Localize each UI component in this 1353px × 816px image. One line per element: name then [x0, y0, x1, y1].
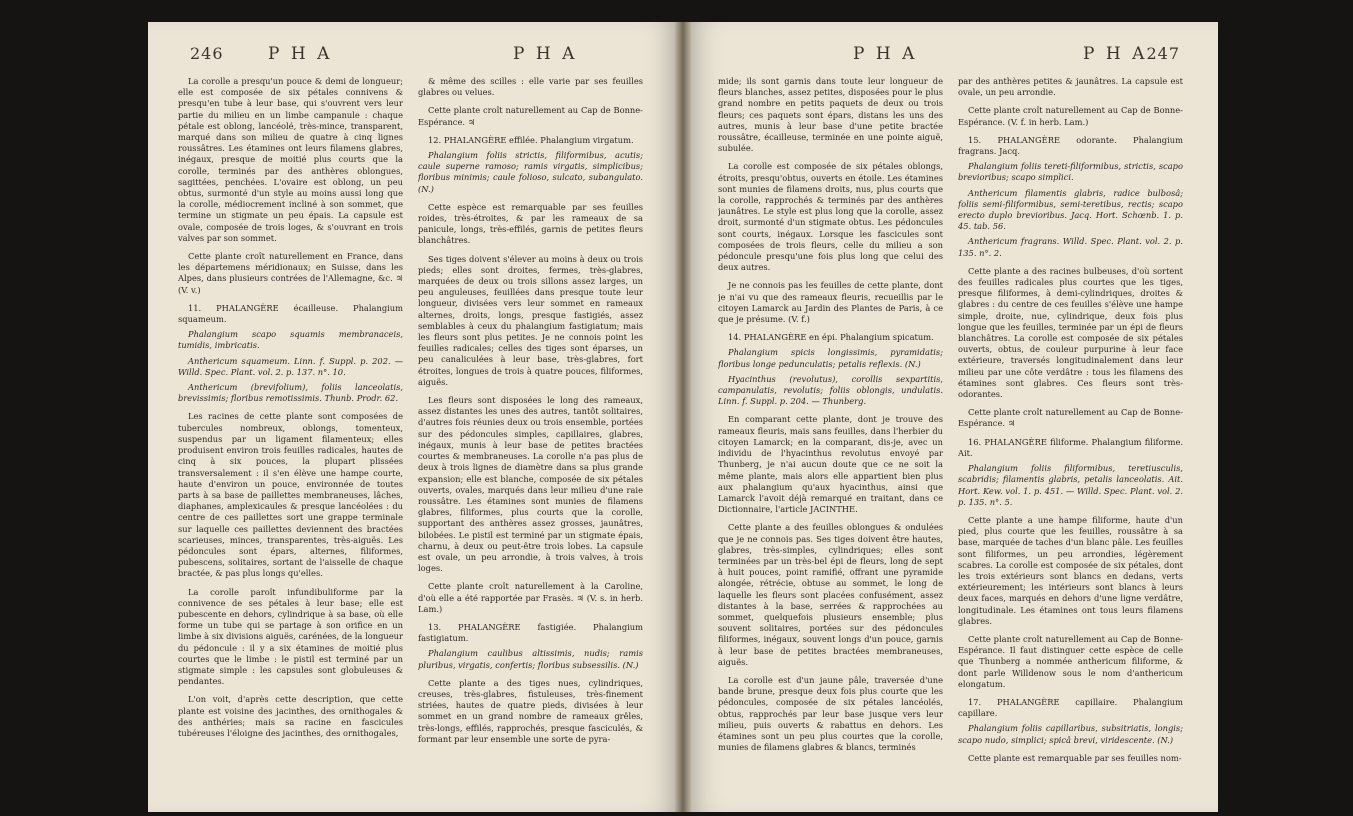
synonym-reference: Hyacinthus (revolutus), corollis sexpartitis, campanulatis, revolutis; foliis oblongis, undulatis. Linn. f. Suppl. p. 204. — Thunberg.: [718, 373, 943, 407]
right-page: [683, 22, 1218, 812]
latin-diagnosis: Phalangium foliis strictis, filiformibus, acutis; caule superne ramoso; ramis virgatis, simplicibus; floribus minimis; caule folioso, sulcato, subangulato. (N.): [418, 150, 643, 194]
latin-diagnosis: Phalangium caulibus altissimis, nudis; ramis pluribus, virgatis, confertis; floribus subsessilis. (N.): [418, 648, 643, 670]
paragraph: Cette plante croît naturellement au Cap de Bonne-Espérance. ♃: [958, 407, 1183, 429]
latin-diagnosis: Phalangium foliis tereti-filiformibus, strictis, scapo brevioribus; scapo simplici.: [958, 161, 1183, 183]
right-head-col1: P H A: [853, 44, 918, 64]
left-column-1: [178, 76, 403, 806]
paragraph: Cette plante croît naturellement au Cap de Bonne-Espérance. ♃: [418, 105, 643, 127]
paragraph: La corolle paroît infundibuliforme par la connivence de ses pétales à leur base; elle est pubescente en dehors, cylindrique à sa base, où elle forme un tube qui se partage à son orifice en un limbe à six divisions aiguës, carénées, de la longueur du pédoncule : il y a six étamines de moitié plus courtes que le limbe : le pistil est terminé par un stigmate simple : les capsules sont globuleuses & pendantes.: [178, 586, 403, 687]
left-running-head: [178, 44, 653, 70]
species-heading: 17. PHALANGÈRE capillaire. Phalangium capillare.: [958, 696, 1183, 719]
species-heading: 15. PHALANGÈRE odorante. Phalangium fragrans. Jacq.: [958, 134, 1183, 157]
paragraph: Je ne connois pas les feuilles de cette plante, dont je n'ai vu que des rameaux fleuris, recueillis par le citoyen Lamarck au Jardin des Plantes de Paris, à ce que je présume. (V. f.): [718, 280, 943, 325]
right-page-number: 247: [1146, 44, 1180, 63]
paragraph: Cette plante croît naturellement au Cap de Bonne-Espérance. Il faut distinguer cette espèce de celle que Thunberg a nommée anthericum filiforme, & dont parle Willdenow sous le nom d'anthericum elongatum.: [958, 633, 1183, 689]
left-head-col2: P H A: [513, 44, 578, 64]
synonym-reference: Anthericum squameum. Linn. f. Suppl. p. 202. — Willd. Spec. Plant. vol. 2. p. 137. n°. 10.: [178, 355, 403, 377]
species-heading: 16. PHALANGÈRE filiforme. Phalangium filiforme. Ait.: [958, 436, 1183, 458]
synonym-reference: Anthericum filamentis glabris, radice bulbosâ; foliis semi-filiformibus, semi-teretibus, rectis; scapo erecto duplo brevioribus. Jacq. Hort. Schœnb. 1. p. 45. tab. 56.: [958, 187, 1183, 232]
book-gutter: [675, 22, 691, 812]
right-column-1: [718, 76, 943, 806]
paragraph: La corolle est d'un jaune pâle, traversée d'une bande brune, presque deux fois plus courte que les pédoncules, composée de six pétales lancéolés, obtus, rapprochés par leur base jusque vers leur milieu, puis ouverts & rabattus en dehors. Les étamines sont un peu plus courtes que la corolle, munies de filamens glabres & blancs, terminés: [718, 674, 943, 753]
paragraph: Cette plante a des tiges nues, cylindriques, creuses, très-glabres, fistuleuses, très-finement striées, hautes de quatre pieds, divisées à leur sommet en un grand nombre de rameaux grêles, très-longs, effilés, rapprochés, presque fasciculés, & formant par leur ensemble une sorte de pyra-: [418, 677, 643, 744]
latin-diagnosis: Phalangium scapo squamis membranaceis, tumidis, imbricatis.: [178, 329, 403, 351]
paragraph: Les racines de cette plante sont composées de tubercules nombreux, oblongs, tomenteux, suspendus par un ligament filamenteux; elles produisent environ trois feuilles radicales, hautes de cinq à six pouces, la plupart plissées transversalement : il s'en élève une hampe courte, haute d'environ un pouce, environnée de toutes parts à sa base de paillettes membraneuses, lâches, diaphanes, amplexicaules & presque lancéolées : du centre de ces paillettes sort une grappe terminale sur laquelle ces paillettes deviennent des bractées scarieuses, minces, transparentes, très-aiguës. Les pédoncules sont épars, alternes, filiformes, pubescens, solitaires, sortant de l'aisselle de chaque bractée, & pas plus longs qu'elles.: [178, 411, 403, 579]
paragraph: Cette plante est remarquable par ses feuilles nom-: [968, 752, 1182, 763]
paragraph: Cette plante croît naturellement à la Caroline, d'où elle a été rapportée par Frasès. ♃ (V. s. in herb. Lam.): [418, 581, 643, 614]
paragraph: mide; ils sont garnis dans toute leur longueur de fleurs blanches, assez petites, disposées pour le plus grand nombre en petits paquets de deux ou trois fleurs; ces paquets sont épars, distans les uns des autres, munis à leur base d'une petite bractée roussâtre, écailleuse, terminée en une pointe aiguë, subulée.: [718, 76, 943, 154]
paragraph: Cette plante a des feuilles oblongues & ondulées que je ne connois pas. Ses tiges doivent être hautes, glabres, très-simples, cylindriques; elles sont terminées par un très-bel épi de fleurs, long de sept à huit pouces, point ramifié, offrant une pyramide alongée, rétrécie, obtuse au sommet, le long de laquelle les fleurs sont placées confusément, assez distantes à la base, serrées & rapprochées au sommet, quelquefois plusieurs ensemble; plus souvent solitaires, portées sur des pédoncules filiformes, inégaux, souvent longs d'un pouce, garnis à leur base de petites bractées membraneuses, aiguës.: [718, 522, 943, 667]
species-heading: 14. PHALANGÈRE en épi. Phalangium spicatum.: [728, 332, 934, 343]
latin-diagnosis: Phalangium foliis filiformibus, teretiusculis, scabridis; filamentis glabris, petalis lanceolatis. Ait. Hort. Kew. vol. 1. p. 451. — Willd. Spec. Plant. vol. 2. p. 135. n°. 5.: [958, 463, 1183, 507]
latin-diagnosis: Phalangium spicis longissimis, pyramidatis; floribus longe pedunculatis; petalis reflexis. (N.): [718, 347, 943, 369]
species-heading: 13. PHALANGÈRE fastigiée. Phalangium fastigiatum.: [418, 621, 643, 644]
paragraph: Cette plante a une hampe filiforme, haute d'un pied, plus courte que les feuilles, roussâtre à sa base, marquée de taches d'un blanc pâle. Les feuilles sont filiformes, un peu arrondies, légèrement scabres. La corolle est composée de six pétales, dont les trois extérieurs sont blancs en dedans, verts extérieurement; les intérieurs sont blancs à leurs deux faces, marqués en dehors d'une ligne verdâtre, longitudinale. Les étamines ont tous leurs filamens glabres.: [958, 514, 1183, 626]
open-book: [148, 22, 1218, 812]
right-head-col2: P H A: [1083, 44, 1148, 64]
left-page-number: 246: [190, 44, 224, 63]
paragraph: L'on voit, d'après cette description, que cette plante est voisine des jacinthes, des ornithogales & des anthéries; mais sa racine en fascicules tubéreuses l'éloigne des jacinthes, des ornithogales,: [178, 694, 403, 738]
paragraph: par des anthères petites & jaunâtres. La capsule est ovale, un peu arrondie.: [958, 76, 1183, 98]
paragraph: Cette plante croît naturellement au Cap de Bonne-Espérance. (V. f. in herb. Lam.): [958, 105, 1183, 127]
left-head-col1: P H A: [268, 44, 333, 64]
species-heading: 11. PHALANGÈRE écailleuse. Phalangium squameum.: [178, 302, 403, 325]
right-running-head: [713, 44, 1188, 70]
left-column-2: [418, 76, 643, 806]
species-heading: 12. PHALANGÈRE effilée. Phalangium virgatum.: [428, 134, 634, 145]
paragraph: Cette plante croît naturellement en France, dans les départemens méridionaux; en Suisse, dans les Alpes, dans plusieurs contrées de l'Allemagne, &c. ♃ (V. v.): [178, 251, 403, 295]
paragraph: La corolle a presqu'un pouce & demi de longueur; elle est composée de six pétales connivens & presqu'en tube à leur base, qui s'ouvrent vers leur partie du milieu en un limbe campanule : chaque pétale est oblong, lancéolé, très-mince, transparent, marqué dans son milieu de quatre à cinq lignes roussâtres. Les étamines ont leurs filamens glabres, inégaux, presque de moitié plus courts que la corolle, terminés par des anthères oblongues, sagittées, penchées. L'ovaire est oblong, un peu obtus, surmonté d'un style au moins aussi long que la corolle, médiocrement incliné à son sommet, que termine un stigmate un peu épais. La capsule est ovale, composée de trois loges, & s'ouvrant en trois valves par son sommet.: [178, 76, 403, 243]
paragraph: & même des scilles : elle varie par ses feuilles glabres ou velues.: [418, 76, 643, 98]
paragraph: Ses tiges doivent s'élever au moins à deux ou trois pieds; elles sont droites, fermes, très-glabres, marquées de deux ou trois sillons assez larges, un peu anguleuses, feuillées dans presque toute leur longueur, divisées vers leur sommet en rameaux alternes, droits, longs, presque fastigiés, assez semblables à ceux du phalangium fastigiatum; mais les fleurs sont plus petites. Je ne connois point les feuilles radicales; celles des tiges sont éparses, un peu canaliculées à leur base, très-glabres, fort étroites, longues de trois à quatre pouces, filiformes, aiguës.: [418, 253, 643, 387]
paragraph: La corolle est composée de six pétales oblongs, étroits, presqu'obtus, ouverts en étoile. Les étamines sont munies de filamens droits, nus, plus courts que la corolle, rapprochés & terminés par des anthères jaunâtres. Le style est plus long que la corolle, assez droit, surmonté d'un stigmate obtus. Les pédoncules sont courts, inégaux. Lorsque les fascicules sont composées de trois fleurs, celle du milieu a son pédoncule presqu'une fois plus long que celui des deux autres.: [718, 161, 943, 273]
paragraph: Cette espèce est remarquable par ses feuilles roides, très-étroites, & par les rameaux de sa panicule, longs, très-effilés, garnis de petites fleurs blanchâtres.: [418, 201, 643, 246]
left-page: [148, 22, 683, 812]
synonym-reference: Anthericum fragrans. Willd. Spec. Plant. vol. 2. p. 135. n°. 2.: [958, 236, 1183, 258]
right-column-2: [958, 76, 1183, 806]
synonym-reference: Anthericum (brevifolium), foliis lanceolatis, brevissimis; floribus remotissimis. Thunb. Prodr. 62.: [178, 382, 403, 404]
latin-diagnosis: Phalangium foliis capillaribus, subsitriatis, longis; scapo nudo, simplici; spicâ brevi, viridescente. (N.): [958, 723, 1183, 745]
paragraph: Les fleurs sont disposées le long des rameaux, assez distantes les unes des autres, tantôt solitaires, d'autres fois réunies deux ou trois ensemble, portées sur des pédoncules simples, capillaires, glabres, inégaux, munis à leur base de petites bractées courtes & membraneuses. La corolle n'a pas plus de deux à trois lignes de diamètre dans sa plus grande expansion; elle est blanche, composée de six pétales ouverts, ovales, marqués dans leur milieu d'une raie roussâtre. Les étamines sont munies de filamens glabres, filiformes, plus courts que la corolle, supportant des anthères assez grosses, jaunâtres, bilobées. Le pistil est terminé par un stigmate épais, charnu, à deux ou peut-être trois lobes. La capsule est ovale, un peu arrondie, à trois valves, à trois loges.: [418, 395, 643, 574]
paragraph: En comparant cette plante, dont je trouve des rameaux fleuris, mais sans feuilles, dans l'herbier du citoyen Lamarck; en la comparant, dis-je, avec un individu de l'hyacinthus revolutus envoyé par Thunberg, je n'ai aucun doute que ce ne soit la même plante, mais alors elle appartient bien plus aux phalangium qu'aux hyacinthus, ainsi que Lamarck l'avoit déjà remarqué en traitant, dans ce Dictionnaire, l'article JACINTHE.: [718, 414, 943, 515]
paragraph: Cette plante a des racines bulbeuses, d'où sortent des feuilles radicales plus courtes que les tiges, presque filiformes, à demi-cylindriques, droites & glabres : du centre de ces feuilles s'élève une hampe simple, droite, nue, cylindrique, deux fois plus longue que les feuilles, terminée par un épi de fleurs blanchâtres. La corolle est composée de six pétales ouverts, obtus, de couleur purpurine à leur face extérieure, traversés longitudinalement dans leur milieu par une côte verdâtre : tous les filamens des étamines sont glabres. Ces fleurs sont très-odorantes.: [958, 265, 1183, 400]
